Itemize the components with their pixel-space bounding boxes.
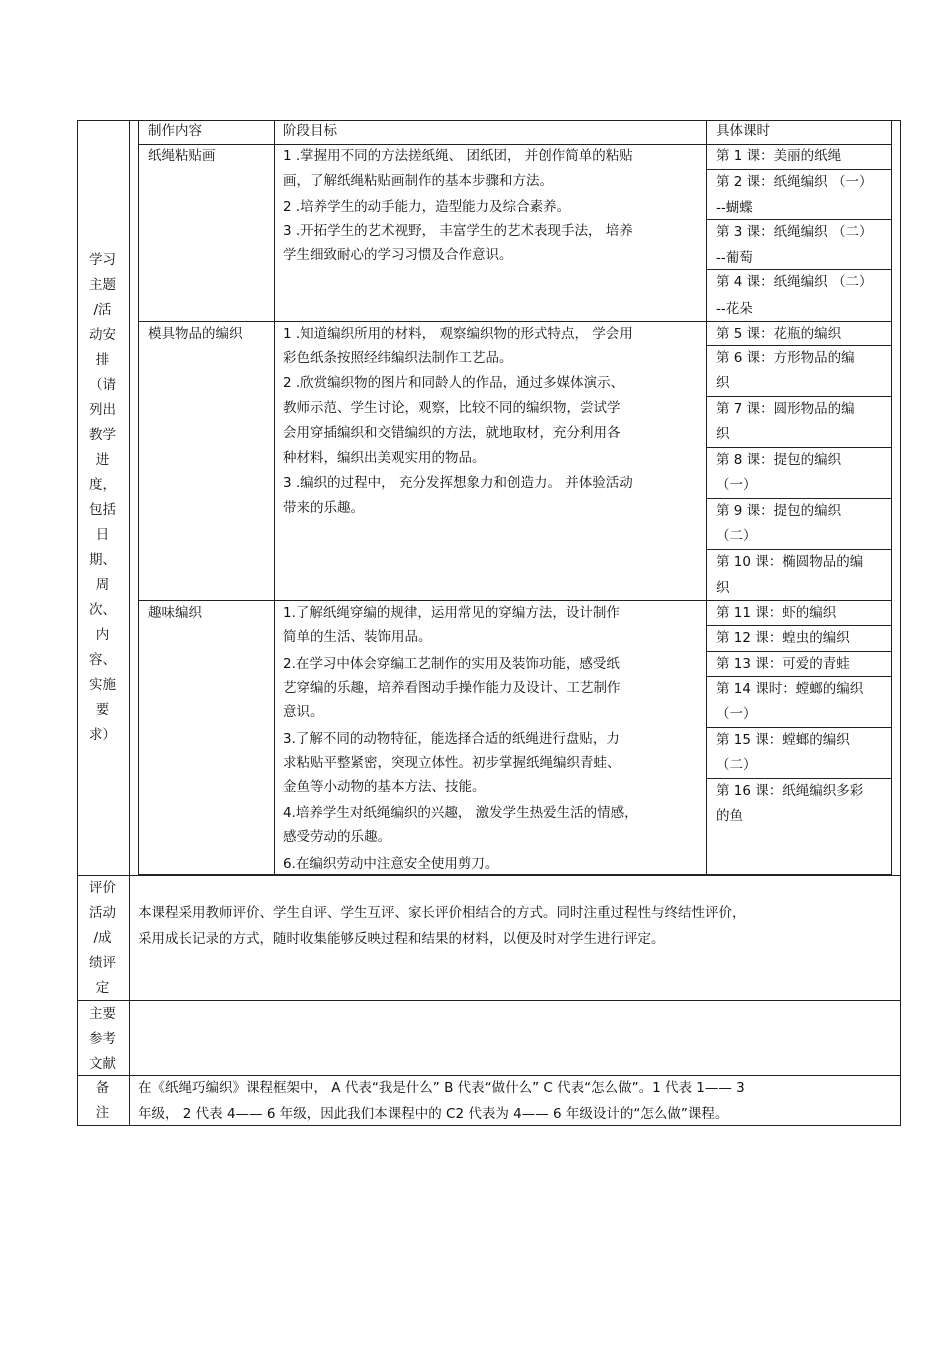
lesson-item: 织 xyxy=(716,426,730,442)
lesson-item: （一） xyxy=(716,477,757,493)
label-line: 定 xyxy=(95,980,110,996)
header-lessons-col: 具体课时 xyxy=(716,123,770,139)
label-line: 学习 xyxy=(89,252,116,268)
label-line: 度， xyxy=(89,477,116,493)
lesson-item: （一） xyxy=(716,706,757,722)
goal-line: 带来的乐趣。 xyxy=(283,500,364,516)
lesson-item: 第 9 课：提包的编织 xyxy=(716,503,842,519)
lesson-item: 第 14 课时：螳螂的编织 xyxy=(716,681,864,697)
section-title: 纸绳粘贴画 xyxy=(148,148,216,164)
label-line: 实施 xyxy=(89,677,116,693)
references-top-border xyxy=(77,1000,901,1001)
label-line: 周 xyxy=(95,577,110,593)
label-line: 进 xyxy=(95,452,110,468)
label-line: 注 xyxy=(95,1105,110,1121)
lesson-item: --蝴蝶 xyxy=(716,200,753,216)
lesson-item: 第 3 课：纸绳编织 （二） xyxy=(716,224,873,240)
lesson-item: （二） xyxy=(716,757,757,773)
goal-line: 求粘贴平整紧密，突现立体性。初步掌握纸绳编织青蛙、 xyxy=(283,755,621,771)
lesson-item: （二） xyxy=(716,528,757,544)
lesson-item: 第 7 课：圆形物品的编 xyxy=(716,401,855,417)
goal-line: 2.在学习中体会穿编工艺制作的实用及装饰功能，感受纸 xyxy=(283,656,620,672)
lesson-item: 第 13 课：可爱的青蛙 xyxy=(716,656,850,672)
goal-line: 简单的生活、装饰用品。 xyxy=(283,629,432,645)
goal-line: 3 .开拓学生的艺术视野， 丰富学生的艺术表现手法， 培养 xyxy=(283,223,633,239)
goal-line: 2 .培养学生的动手能力，造型能力及综合素养。 xyxy=(283,199,571,215)
evaluation-text: 采用成长记录的方式，随时收集能够反映过程和结果的材料，以便及时对学生进行评定。 xyxy=(138,931,665,947)
goal-line: 教师示范、学生讨论，观察，比较不同的编织物，尝试学 xyxy=(283,400,621,416)
label-line: 评价 xyxy=(89,880,116,896)
label-line: /成 xyxy=(93,930,112,946)
label-line: 参考 xyxy=(89,1031,116,1047)
goal-line: 感受劳动的乐趣。 xyxy=(283,829,391,845)
label-line: 排 xyxy=(95,352,110,368)
label-line: 次、 xyxy=(89,602,116,618)
references-label xyxy=(80,1002,125,1077)
goal-line: 彩色纸条按照经纬编织法制作工艺品。 xyxy=(283,350,513,366)
header-content-col: 制作内容 xyxy=(148,123,202,139)
goal-line: 学生细致耐心的学习习惯及合作意识。 xyxy=(283,247,513,263)
notes-label xyxy=(80,1076,125,1126)
label-line: 活动 xyxy=(89,905,116,921)
section-title: 模具物品的编织 xyxy=(148,326,243,342)
header-goal-col: 阶段目标 xyxy=(283,123,337,139)
lesson-item: 第 8 课：提包的编织 xyxy=(716,452,842,468)
goal-line: 1 .掌握用不同的方法搓纸绳、 团纸团， 并创作简单的粘贴 xyxy=(283,148,633,164)
goal-line: 2 .欣赏编织物的图片和同龄人的作品，通过多媒体演示、 xyxy=(283,375,625,391)
goal-line: 1.了解纸绳穿编的规律，运用常见的穿编方法，设计制作 xyxy=(283,605,620,621)
lesson-item: 第 6 课：方形物品的编 xyxy=(716,350,855,366)
goal-line: 画，了解纸绳粘贴画制作的基本步骤和方法。 xyxy=(283,173,553,189)
lesson-item: 第 2 课：纸绳编织 （一） xyxy=(716,174,873,190)
sidebar-section-label xyxy=(80,248,125,748)
lesson-item: 第 10 课：椭圆物品的编 xyxy=(716,554,864,570)
outer-left-border xyxy=(77,120,78,1126)
lesson-item: --花朵 xyxy=(716,301,753,317)
goal-line: 种材料，编织出美观实用的物品。 xyxy=(283,450,486,466)
lesson-item: --葡萄 xyxy=(716,250,753,266)
lesson-item: 第 11 课：虾的编织 xyxy=(716,605,837,621)
goal-line: 3 .编织的过程中， 充分发挥想象力和创造力。 并体验活动 xyxy=(283,475,633,491)
goal-line: 意识。 xyxy=(283,704,324,720)
lesson-item: 第 1 课：美丽的纸绳 xyxy=(716,148,842,164)
label-line: 绩评 xyxy=(89,955,116,971)
label-line: （请 xyxy=(89,377,116,393)
lesson-item: 第 16 课：纸绳编织多彩 xyxy=(716,783,864,799)
label-line: 日 xyxy=(95,527,110,543)
label-line: 列出 xyxy=(89,402,116,418)
goal-line: 会用穿插编织和交错编织的方法，就地取材，充分利用各 xyxy=(283,425,621,441)
section-title: 趣味编织 xyxy=(148,605,202,621)
lesson-item: 第 5 课：花瓶的编织 xyxy=(716,326,842,342)
label-line: 容、 xyxy=(89,652,116,668)
goal-line: 3.了解不同的动物特征，能选择合适的纸绳进行盘贴，力 xyxy=(283,731,620,747)
goal-line: 金鱼等小动物的基本方法、技能。 xyxy=(283,779,486,795)
label-line: 期、 xyxy=(89,552,116,568)
label-line: 包括 xyxy=(89,502,116,518)
label-line: 动安 xyxy=(89,327,116,343)
label-line: 要 xyxy=(95,702,110,718)
lesson-item: 第 15 课：螳螂的编织 xyxy=(716,732,850,748)
goal-col-divider xyxy=(274,120,275,875)
label-line: 文献 xyxy=(89,1056,116,1072)
lesson-item: 第 12 课：蝗虫的编织 xyxy=(716,630,850,646)
evaluation-text: 本课程采用教师评价、学生自评、学生互评、家长评价相结合的方式。同时注重过程性与终结性评价， xyxy=(138,905,746,921)
lesson-item: 的鱼 xyxy=(716,808,743,824)
label-line: 主要 xyxy=(89,1006,116,1022)
evaluation-label xyxy=(80,876,125,1001)
lesson-item: 织 xyxy=(716,375,730,391)
goal-line: 艺穿编的乐趣，培养看图动手操作能力及设计、工艺制作 xyxy=(283,680,621,696)
goal-line: 6.在编织劳动中注意安全使用剪刀。 xyxy=(283,856,499,872)
label-line: /活 xyxy=(93,302,112,318)
notes-text: 年级， 2 代表 4—— 6 年级，因此我们本课程中的 C2 代表为 4—— 6 年级设计的“怎么做”课程。 xyxy=(138,1106,729,1122)
label-line: 备 xyxy=(95,1080,110,1096)
label-line: 内 xyxy=(95,627,110,643)
lesson-item: 第 4 课：纸绳编织 （二） xyxy=(716,274,873,290)
label-col-divider xyxy=(129,120,130,1126)
notes-text: 在《纸绳巧编织》课程框架中， A 代表“我是什么” B 代表“做什么” C 代表“怎么做”。1 代表 1—— 3 xyxy=(138,1080,745,1096)
lesson-item: 织 xyxy=(716,580,730,596)
outer-right-border xyxy=(900,120,901,1126)
label-line: 教学 xyxy=(89,427,116,443)
inner-left-border xyxy=(138,120,139,875)
goal-line: 1 .知道编织所用的材料， 观察编织物的形式特点， 学会用 xyxy=(283,326,633,342)
label-line: 求） xyxy=(89,727,116,743)
goal-line: 4.培养学生对纸绳编织的兴趣， 激发学生热爱生活的情感， xyxy=(283,805,638,821)
label-line: 主题 xyxy=(89,277,116,293)
